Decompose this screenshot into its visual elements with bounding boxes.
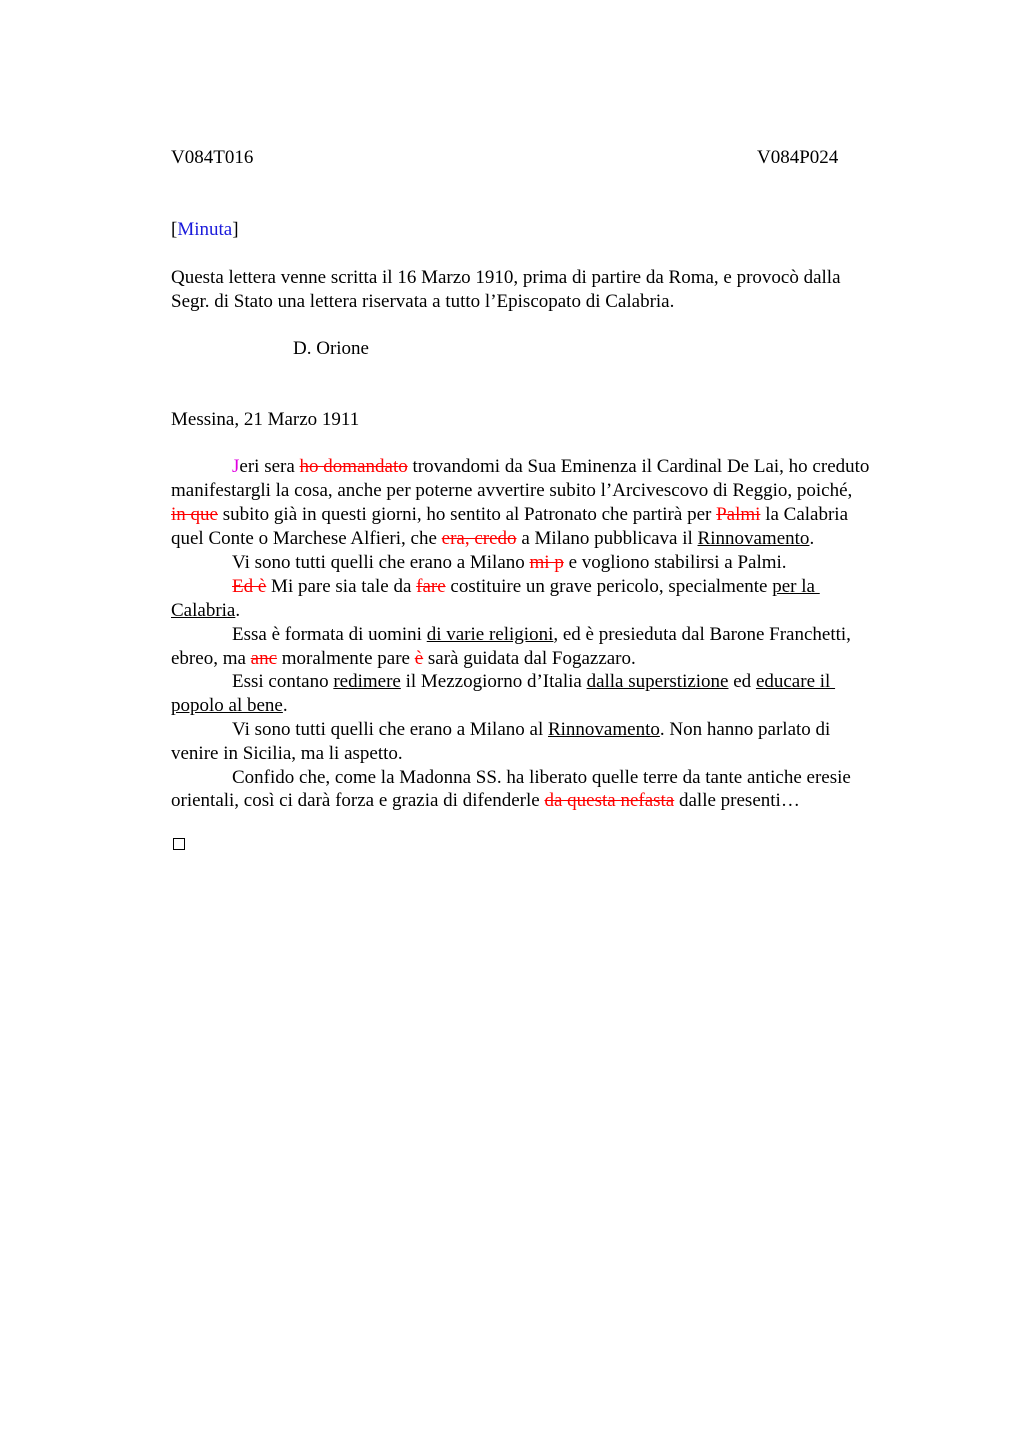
text-span: . Non hanno parlato di — [659, 719, 831, 740]
text-span: e vogliono stabilirsi a Palmi. — [563, 552, 787, 573]
deleted-text: in que — [171, 504, 218, 525]
document-page — [171, 0, 931, 1450]
text-span: subito già in questi giorni, ho sentito al Patronato che partirà per — [217, 504, 717, 525]
body-line-3 — [171, 503, 848, 527]
body-line-7 — [171, 599, 240, 623]
underlined-text: Calabria — [171, 600, 236, 621]
body-line-12 — [232, 718, 830, 742]
text-span: , ed è presieduta dal Barone Franchetti, — [553, 624, 851, 645]
dateline: Messina, 21 Marzo 1911 — [171, 409, 360, 430]
deleted-text: Palmi — [716, 504, 761, 525]
text-span: ebreo, ma — [171, 648, 251, 669]
note-line-2: Segr. di Stato una lettera riservata a tutto l’Episcopato di Calabria. — [171, 291, 675, 312]
underlined-text: educare il — [755, 671, 836, 692]
underlined-text: per la — [772, 576, 820, 597]
body-line-1 — [232, 455, 869, 479]
text-span: la Calabria — [760, 504, 849, 525]
underlined-text: popolo al bene — [171, 695, 283, 716]
text-span: costituire un grave pericolo, specialmente — [445, 576, 773, 597]
deleted-text: è — [414, 648, 424, 669]
underlined-text: di varie religioni — [426, 624, 554, 645]
header-left-code: V084T016 — [171, 147, 254, 168]
text-span: Vi sono tutti quelli che erano a Milano — [232, 552, 530, 573]
end-square-icon — [173, 838, 185, 850]
text-span: Essi contano — [232, 671, 334, 692]
deleted-text: era, credo — [441, 528, 517, 549]
body-line-6 — [232, 575, 820, 599]
initial-letter: J — [232, 456, 240, 477]
deleted-text: Ed è — [232, 576, 267, 597]
body-line-9 — [171, 647, 636, 671]
text-span: orientali, così ci darà forza e grazia di difenderle — [171, 790, 545, 811]
deleted-text: da questa nefasta — [544, 790, 675, 811]
minuta-label: Minuta — [177, 219, 233, 240]
note-signature: D. Orione — [293, 338, 369, 359]
text-span: . — [282, 695, 288, 716]
body-line-15 — [171, 789, 800, 813]
underlined-text: redimere — [333, 671, 401, 692]
deleted-text: mi p — [529, 552, 564, 573]
text-span: dalle presenti… — [674, 790, 800, 811]
header-right-code: V084P024 — [757, 147, 839, 168]
note-line-1: Questa lettera venne scritta il 16 Marzo 1910, prima di partire da Roma, e provocò dalla — [171, 267, 841, 288]
underlined-text: Rinnovamento — [697, 528, 810, 549]
text-span: Vi sono tutti quelli che erano a Milano al — [232, 719, 548, 740]
text-span: sarà guidata dal Fogazzaro. — [423, 648, 636, 669]
body-line-2: manifestargli la cosa, anche per poterne avvertire subito l’Arcivescovo di Reggio, poiché, — [171, 480, 853, 501]
text-span: a Milano pubblicava il — [516, 528, 698, 549]
body-line-11 — [171, 694, 288, 718]
text-span: il Mezzogiorno d’Italia — [400, 671, 587, 692]
text-span: Mi pare sia tale da — [266, 576, 417, 597]
text-span: ed — [728, 671, 756, 692]
text-span: moralmente pare — [277, 648, 415, 669]
body-line-5 — [232, 551, 787, 575]
minuta-label-line — [171, 218, 239, 242]
body-line-10 — [232, 670, 835, 694]
underlined-text: Rinnovamento — [547, 719, 660, 740]
deleted-text: anc — [250, 648, 278, 669]
body-line-14: Confido che, come la Madonna SS. ha liberato quelle terre da tante antiche eresie — [232, 767, 851, 788]
deleted-text: fare — [416, 576, 446, 597]
text-span: . — [809, 528, 815, 549]
body-line-8 — [232, 623, 851, 647]
close-bracket: ] — [232, 219, 239, 240]
deleted-text: ho domandato — [299, 456, 408, 477]
text-span: quel Conte o Marchese Alfieri, che — [171, 528, 442, 549]
text-span: trovandomi da Sua Eminenza il Cardinal De Lai, ho creduto — [407, 456, 870, 477]
body-line-13: venire in Sicilia, ma li aspetto. — [171, 743, 403, 764]
body-line-4 — [171, 527, 814, 551]
text-span: . — [235, 600, 241, 621]
open-bracket: [ — [171, 219, 178, 240]
text-span: eri sera — [239, 456, 300, 477]
text-span: Essa è formata di uomini — [232, 624, 427, 645]
underlined-text: dalla superstizione — [586, 671, 729, 692]
